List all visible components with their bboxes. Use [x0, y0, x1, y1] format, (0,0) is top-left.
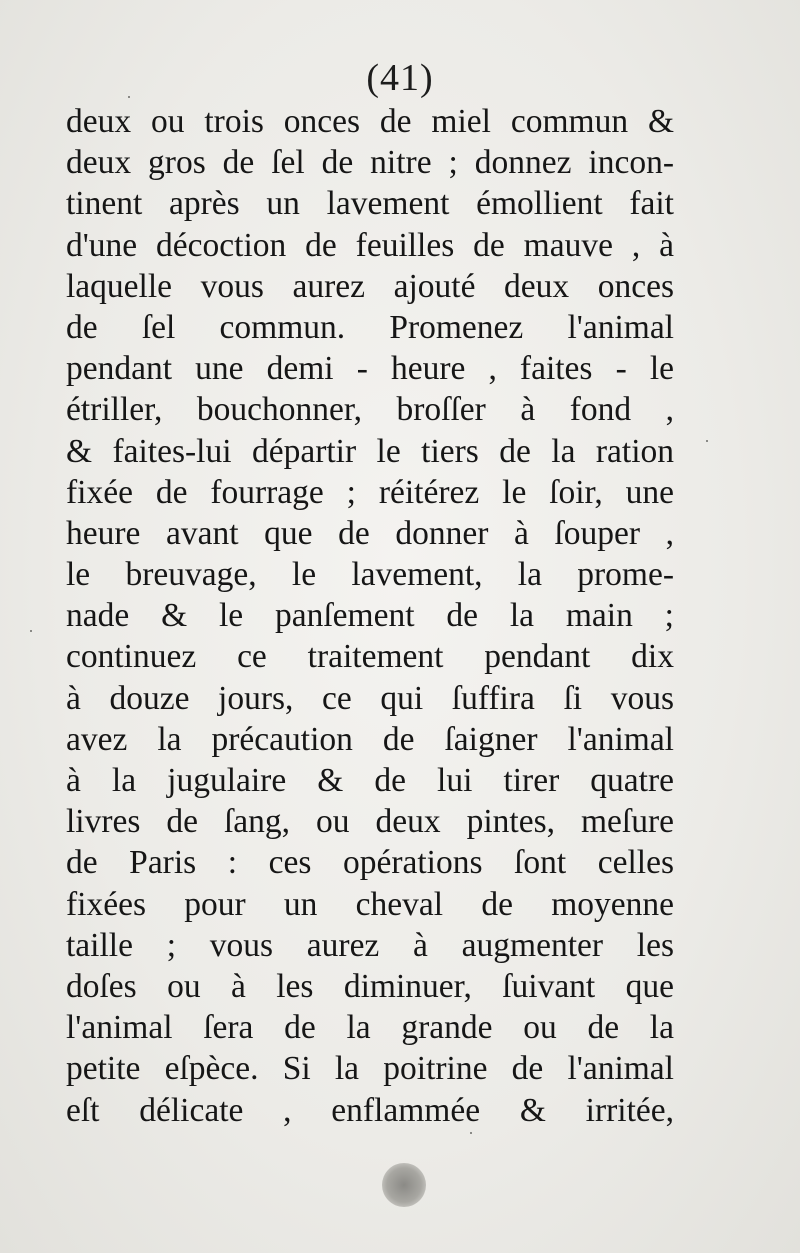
text-line: le breuvage, le lavement, la prome-	[66, 556, 674, 594]
text-line: taille ; vous aurez à augmenter les	[66, 926, 674, 964]
text-line: heure avant que de donner à ſouper ,	[66, 514, 674, 552]
body-text	[66, 101, 674, 1131]
text-line: & faites-lui départir le tiers de la ration	[66, 432, 674, 470]
text-line: tinent après un lavement émollient fait	[66, 185, 674, 223]
text-line: de Paris : ces opérations ſont celles	[66, 844, 674, 882]
text-line: deux gros de ſel de nitre ; donnez incon-	[66, 144, 674, 182]
paper-speck	[706, 440, 708, 442]
text-line: étriller, bouchonner, broſſer à fond ,	[66, 391, 674, 429]
page-number: (41)	[366, 57, 434, 99]
text-line: doſes ou à les diminuer, ſuivant que	[66, 967, 674, 1005]
text-line: deux ou trois onces de miel commun &	[66, 103, 674, 140]
text-line: continuez ce traitement pendant dix	[66, 638, 674, 676]
text-line: petite eſpèce. Si la poitrine de l'animal	[66, 1050, 674, 1088]
paper-speck	[30, 630, 32, 632]
text-line: avez la précaution de ſaigner l'animal	[66, 720, 674, 758]
text-line: pendant une demi - heure , faites - le	[66, 350, 674, 388]
text-line: livres de ſang, ou deux pintes, meſure	[66, 803, 674, 841]
text-line: à la jugulaire & de lui tirer quatre	[66, 762, 674, 799]
text-line: laquelle vous aurez ajouté deux onces	[66, 267, 674, 305]
paper-speck	[470, 1132, 472, 1134]
text-line: fixées pour un cheval de moyenne	[66, 885, 674, 923]
text-line: d'une décoction de feuilles de mauve , à	[66, 226, 674, 264]
text-line: de ſel commun. Promenez l'animal	[66, 308, 674, 346]
ink-spot	[382, 1163, 426, 1207]
text-line: à douze jours, ce qui ſuffira ſi vous	[66, 679, 674, 717]
text-line: nade & le panſement de la main ;	[66, 597, 674, 635]
text-line: l'animal ſera de la grande ou de la	[66, 1009, 674, 1047]
text-line: eſt délicate , enflammée & irritée,	[66, 1091, 674, 1129]
text-line: fixée de fourrage ; réitérez le ſoir, une	[66, 473, 674, 511]
paper-speck	[128, 96, 130, 98]
